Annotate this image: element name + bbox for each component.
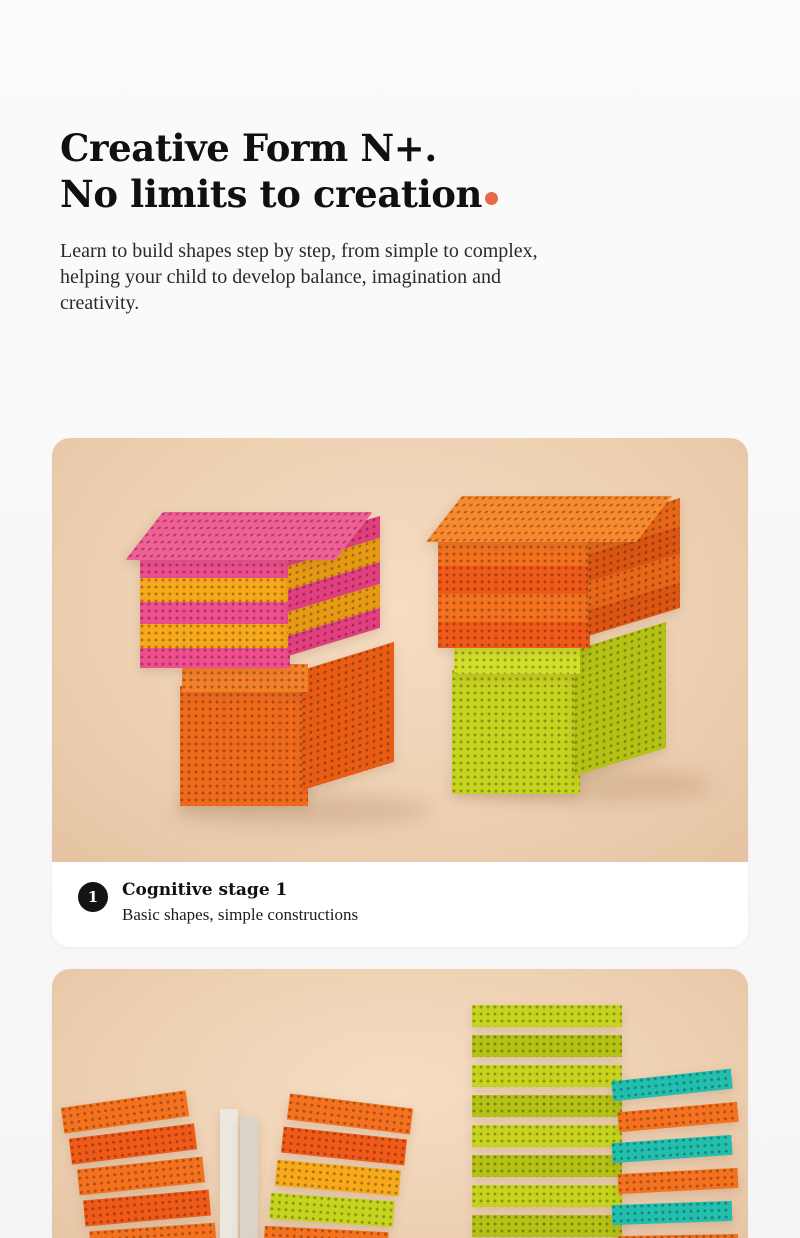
page-title [60,126,740,218]
mesh-block [618,1168,739,1194]
mesh-block-rim [125,512,373,560]
mesh-block [611,1069,732,1101]
mesh-block [140,578,290,602]
mesh-block [77,1157,205,1196]
mesh-block [180,686,308,806]
mesh-block [438,594,590,622]
mesh-block [472,1035,622,1057]
mesh-block [438,566,590,594]
stage-badge: 1 [78,882,108,912]
mesh-block [472,1125,622,1147]
mesh-block [472,1185,622,1207]
header [0,0,800,316]
headline-line-1: Creative Form N+. [60,126,437,170]
mesh-block [275,1160,401,1197]
mesh-block [302,642,394,790]
mesh-block [140,624,290,648]
mesh-block [452,670,580,794]
mesh-block [472,1155,622,1177]
mesh-block [612,1201,733,1225]
mesh-block-top [454,644,580,674]
mesh-block [617,1102,738,1132]
mesh-block [472,1065,622,1087]
support-column [220,1109,238,1238]
stage-1-caption [52,862,748,948]
stage-card-list [0,438,800,1238]
mesh-block [472,1215,622,1237]
mesh-block [263,1226,388,1238]
mesh-block [281,1127,407,1166]
mesh-block [438,622,590,648]
support-column [240,1117,258,1238]
accent-dot-icon [485,192,498,205]
page-subtitle: Learn to build shapes step by step, from simple to complex, helping your child to develop balance, imagination and creativity. [60,239,538,314]
mesh-block [472,1095,622,1117]
headline-line-2: No limits to creation [60,171,483,216]
mesh-block [611,1135,732,1163]
mesh-block [140,648,290,668]
mesh-block [83,1190,211,1227]
mesh-block-rim [426,496,672,542]
mesh-block [472,1005,622,1027]
mesh-block [140,602,290,624]
stage-card-2 [52,969,748,1238]
mesh-block [269,1193,395,1228]
stage-subtitle: Basic shapes, simple constructions [122,904,359,924]
mesh-block [618,1234,738,1238]
stage-1-photo [52,438,748,862]
mesh-block-top [182,664,308,692]
stage-2-photo [52,969,748,1238]
stage-title: Cognitive stage 1 [122,879,288,900]
stage-card-1 [52,438,748,948]
mesh-block [89,1223,217,1238]
